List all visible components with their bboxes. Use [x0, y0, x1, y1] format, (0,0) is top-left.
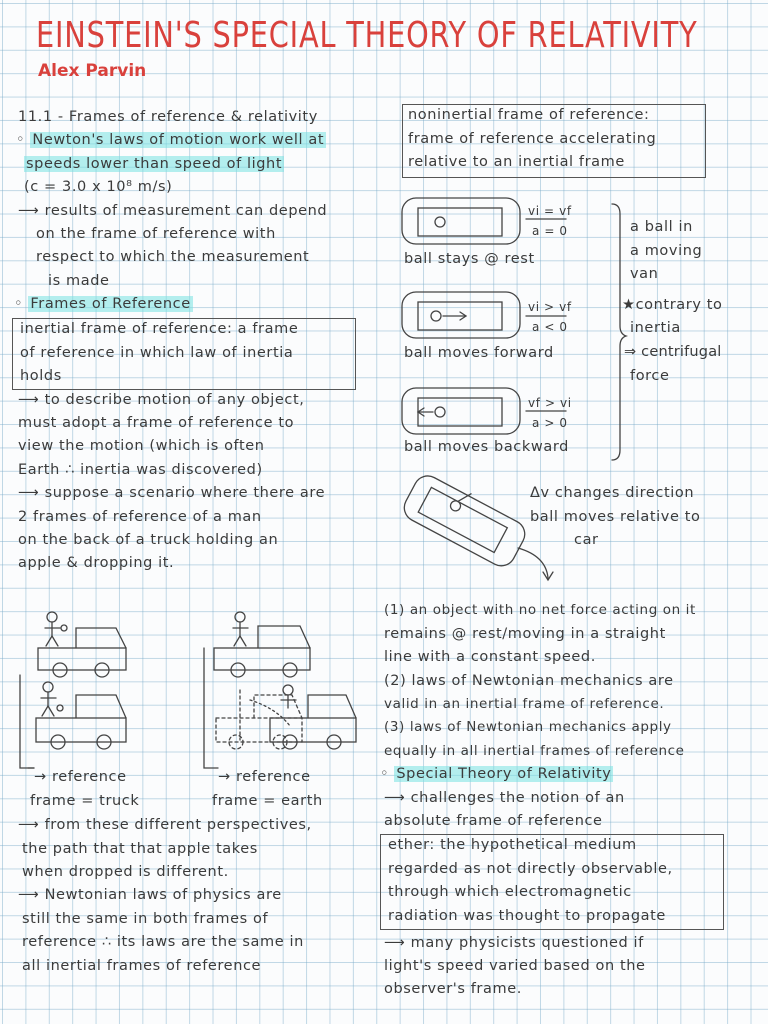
note-line: ⟶ from these different perspectives,: [18, 817, 312, 833]
author: Alex Parvin: [38, 61, 147, 81]
van-caption: ball moves forward: [404, 345, 554, 361]
note-line: reference ∴ its laws are the same in: [22, 934, 304, 950]
note-line: respect to which the measurement: [36, 249, 310, 265]
truck-sketch: [38, 612, 126, 677]
van-sketch: [402, 388, 520, 434]
note-line: inertia: [630, 320, 681, 336]
note-line: is made: [48, 273, 110, 289]
subheading: ◦ Special Theory of Relativity: [380, 766, 612, 782]
subheading-highlight: Frames of Reference: [30, 296, 191, 312]
note-line: radiation was thought to propagate: [388, 908, 666, 924]
note-line: a ball in: [630, 219, 693, 235]
note-line: van: [630, 266, 659, 282]
note-line-highlight: Newton's laws of motion work well at: [32, 132, 325, 148]
diagram-caption: frame = truck: [30, 793, 140, 809]
note-line: holds: [20, 368, 62, 384]
note-line: the path that that apple takes: [22, 841, 258, 857]
note-line: (1) an object with no net force acting on it: [384, 602, 696, 618]
diagram-caption: → reference: [218, 769, 311, 785]
bracket: [612, 204, 626, 460]
section-heading: 11.1 - Frames of reference & relativity: [18, 109, 318, 125]
note-line: all inertial frames of reference: [22, 958, 262, 974]
note-line: apple & dropping it.: [18, 555, 175, 571]
van-sketch: [402, 292, 520, 338]
note-line: of reference in which law of inertia: [20, 345, 294, 361]
note-line: 2 frames of reference of a man: [18, 509, 262, 525]
note-line: through which electromagnetic: [388, 884, 632, 900]
note-line: frame of reference accelerating: [408, 131, 657, 147]
equation: a > 0: [532, 416, 568, 430]
note-line: Δv changes direction: [530, 485, 695, 501]
note-line: ⇒ centrifugal: [624, 344, 722, 360]
note-line: ⟶ results of measurement can depend: [18, 203, 328, 219]
note-line: line with a constant speed.: [384, 649, 596, 665]
equation: vf > vi: [528, 396, 572, 410]
note-line: must adopt a frame of reference to: [18, 415, 295, 431]
note-line: noninertial frame of reference:: [408, 107, 650, 123]
equation: vi = vf: [528, 204, 572, 218]
note-line: car: [574, 532, 599, 548]
equation: a < 0: [532, 320, 568, 334]
note-line: (2) laws of Newtonian mechanics are: [384, 673, 674, 689]
diagram-caption: → reference: [34, 769, 127, 785]
truck-sketch-ghost: [216, 690, 302, 749]
note-line: force: [630, 368, 670, 384]
diagram-caption: frame = earth: [212, 793, 323, 809]
note-line: on the back of a truck holding an: [18, 532, 279, 548]
truck-sketch: [214, 612, 310, 677]
note-line: a moving: [630, 243, 703, 259]
note-line: ⟶ many physicists questioned if: [384, 935, 644, 951]
subheading-highlight: Special Theory of Relativity: [396, 766, 612, 782]
note-line: light's speed varied based on the: [384, 958, 646, 974]
equation: vi > vf: [528, 300, 572, 314]
van-caption: ball stays @ rest: [404, 251, 535, 267]
note-line: observer's frame.: [384, 981, 522, 997]
subheading: ◦ Frames of Reference: [14, 296, 191, 312]
equation: a = 0: [532, 224, 568, 238]
note-line: view the motion (which is often: [18, 438, 265, 454]
note-line: Earth ∴ inertia was discovered): [18, 462, 263, 478]
note-line: (3) laws of Newtonian mechanics apply: [384, 719, 672, 735]
note-line: ⟶ suppose a scenario where there are: [18, 485, 326, 501]
van-sketch: [402, 198, 520, 244]
note-line: ether: the hypothetical medium: [388, 837, 637, 853]
note-line: ⟶ to describe motion of any object,: [18, 392, 305, 408]
car-sketch: [399, 468, 531, 570]
note-line: when dropped is different.: [22, 864, 229, 880]
note-line: ★contrary to: [622, 297, 723, 313]
note-line: relative to an inertial frame: [408, 154, 625, 170]
note-line: on the frame of reference with: [36, 226, 276, 242]
note-line: ⟶ challenges the notion of an: [384, 790, 625, 806]
note-line: absolute frame of reference: [384, 813, 603, 829]
note-line: regarded as not directly observable,: [388, 861, 673, 877]
bracket: [20, 675, 34, 768]
note-line: ◦ Newton's laws of motion work well at: [16, 132, 325, 148]
page-title: EINSTEIN'S SPECIAL THEORY OF RELATIVITY: [36, 15, 698, 56]
note-line-highlight: speeds lower than speed of light: [26, 156, 283, 172]
note-line: inertial frame of reference: a frame: [20, 321, 299, 337]
note-line: equally in all inertial frames of reference: [384, 743, 685, 759]
note-line: (c = 3.0 x 10⁸ m/s): [24, 179, 173, 195]
note-line: ball moves relative to: [530, 509, 701, 525]
note-line: valid in an inertial frame of reference.: [384, 696, 665, 712]
note-line: ⟶ Newtonian laws of physics are: [18, 887, 282, 903]
note-line: still the same in both frames of: [22, 911, 269, 927]
note-line: remains @ rest/moving in a straight: [384, 626, 666, 642]
truck-sketch: [36, 682, 126, 749]
van-caption: ball moves backward: [404, 439, 569, 455]
truck-sketch-moving: [270, 685, 356, 749]
bracket: [204, 648, 218, 768]
